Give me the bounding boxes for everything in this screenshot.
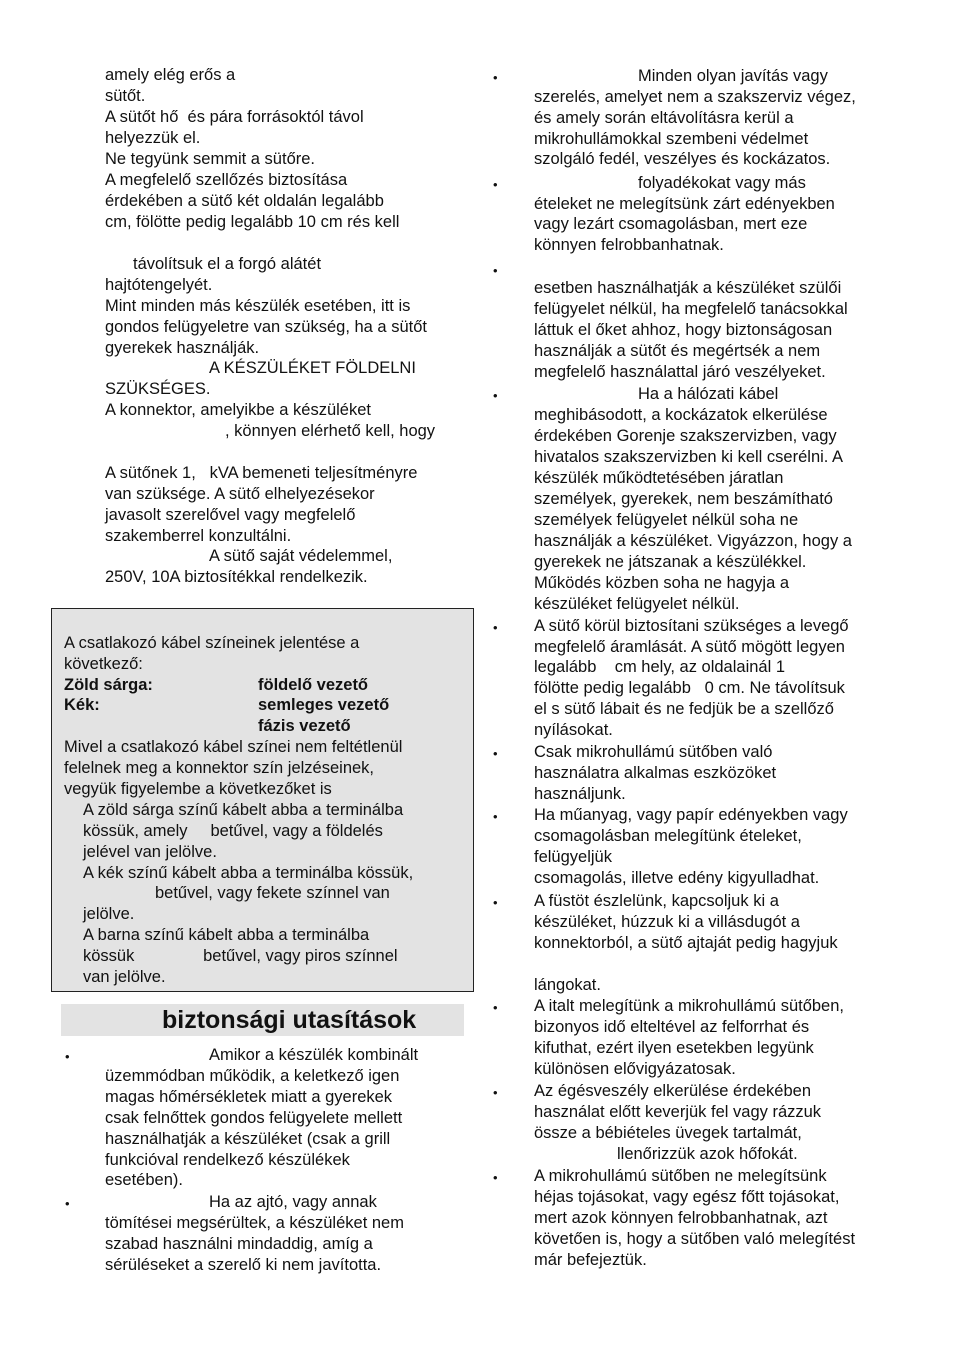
section-heading: biztonsági utasítások — [162, 1006, 417, 1034]
text-line: használják a készüléket. Vigyázzon, hogy a — [534, 532, 852, 550]
bullet-icon: • — [493, 263, 498, 278]
text-line: funkcióval rendelkező készülékek — [105, 1151, 350, 1169]
text-line: bizonyos idő elteltével az felforrhat és — [534, 1018, 810, 1036]
text-line: hajtótengelyét. — [105, 276, 213, 294]
text-line: különösen elővigyázatosak. — [534, 1060, 736, 1078]
text-line: készüléket, húzzuk ki a villásdugót a — [534, 913, 800, 931]
box-item-line: jelölve. — [83, 905, 135, 923]
bullet-icon: • — [493, 620, 498, 635]
bullet-icon: • — [493, 895, 498, 910]
wire-meaning-label: fázis vezető — [258, 717, 351, 735]
text-line: Csak mikrohullámú sütőben való — [534, 743, 773, 761]
text-line: megfelelő használattal járó veszélyeket. — [534, 363, 826, 381]
box-note-line: Mivel a csatlakozó kábel színei nem feltétlenül — [64, 738, 403, 756]
text-line: vagy lezárt csomagolásban, mert eze — [534, 215, 808, 233]
box-item-line: A kék színű kábelt abba a terminálba kössük, — [83, 864, 414, 882]
box-item-line: kössük, amely betűvel, vagy a földelés — [83, 822, 383, 840]
box-intro-line: A csatlakozó kábel színeinek jelentése a — [64, 634, 360, 652]
text-line: szabad használni mindaddig, amíg a — [105, 1235, 373, 1253]
text-line: érdekében Gorenje szakszervizben, vagy — [534, 427, 837, 445]
text-line: már befejeztük. — [534, 1251, 647, 1269]
text-line: mikrohullámokkal szembeni védelmet — [534, 130, 809, 148]
text-line: gyerekek használják. — [105, 339, 260, 357]
text-line: héjas tojásokat, vagy egész főtt tojásokat, — [534, 1188, 840, 1206]
box-item-line: A barna színű kábelt abba a terminálba — [83, 926, 370, 944]
box-note-line: vegyük figyelembe a következőket is — [64, 780, 332, 798]
text-line: Mint minden más készülék esetében, itt is — [105, 297, 411, 315]
box-note-line: felelnek meg a konnektor szín jelzéseinek, — [64, 759, 375, 777]
text-line: helyezzük el. — [105, 129, 201, 147]
text-line: mert azok könnyen felrobbanhatnak, azt — [534, 1209, 828, 1227]
text-line: A sütő saját védelemmel, — [209, 547, 393, 565]
text-line: van szüksége. A sütő elhelyezésekor — [105, 485, 375, 503]
text-line: használhatják a készüléket (csak a grill — [105, 1130, 391, 1148]
text-line: üzemmódban működik, a keletkező igen — [105, 1067, 400, 1085]
text-line: SZÜKSÉGES. — [105, 380, 211, 398]
text-line: meghibásodott, a kockázatok elkerülése — [534, 406, 828, 424]
text-line: A konnektor, amelyikbe a készüléket — [105, 401, 371, 419]
text-line: és amely során eltávolításra kerül a — [534, 109, 794, 127]
text-line: használják a sütőt és megértsék a nem — [534, 342, 821, 360]
bullet-icon: • — [493, 1085, 498, 1100]
text-line: Ha a hálózati kábel — [638, 385, 779, 403]
text-line: személyek felügyelet nélkül soha ne — [534, 511, 799, 529]
text-line: ételeket ne melegítsünk zárt edényekben — [534, 195, 835, 213]
wire-meaning-label: semleges vezető — [258, 696, 390, 714]
text-line: csak felnőttek gondos felügyelete mellett — [105, 1109, 403, 1127]
text-line: könnyen felrobbanhatnak. — [534, 236, 724, 254]
text-line: gyerekek ne játszanak a készülékkel. — [534, 553, 807, 571]
text-line: kifuthat, ezért ilyen esetekben legyünk — [534, 1039, 814, 1057]
text-line: követően is, hogy a sütőben való melegítést — [534, 1230, 856, 1248]
bullet-icon: • — [493, 70, 498, 85]
text-line: Ha az ajtó, vagy annak — [209, 1193, 377, 1211]
text-line: , könnyen elérhető kell, hogy — [225, 422, 436, 440]
box-item-line: kössük betűvel, vagy piros színnel — [83, 947, 398, 965]
bullet-icon: • — [493, 1170, 498, 1185]
text-line: használat előtt keverjük fel vagy rázzuk — [534, 1103, 822, 1121]
text-line: Ha műanyag, vagy papír edényekben vagy — [534, 806, 848, 824]
text-line: A KÉSZÜLÉKET FÖLDELNI — [209, 359, 416, 377]
bullet-icon: • — [493, 1000, 498, 1015]
box-item-line: jelével van jelölve. — [83, 843, 217, 861]
text-line: Működés közben soha ne hagyja a — [534, 574, 790, 592]
text-line: folyadékokat vagy más — [638, 174, 806, 192]
text-line: megfelelő áramlását. A sütő mögött legyen — [534, 638, 845, 656]
text-line: esetében). — [105, 1171, 183, 1189]
text-line: használatra alkalmas eszközöket — [534, 764, 777, 782]
box-item-line: betűvel, vagy fekete színnel van — [155, 884, 390, 902]
bullet-icon: • — [65, 1196, 70, 1211]
text-line: felügyeljük — [534, 848, 612, 866]
text-line: szerelés, amelyet nem a szakszerviz végez, — [534, 88, 856, 106]
text-line: hivatalos szakszervizben ki kell cserélni. A — [534, 448, 844, 466]
wire-meaning-label: földelő vezető — [258, 676, 369, 694]
text-line: össze a bébiételes üvegek tartalmát, — [534, 1124, 802, 1142]
text-line: A sütőt hő és pára forrásoktól távol — [105, 108, 364, 126]
text-line: sérüléseket a szerelő ki nem javította. — [105, 1256, 382, 1274]
box-item-line: A zöld sárga színű kábelt abba a terminálba — [83, 801, 404, 819]
text-line: láttuk el őket ahhoz, hogy biztonságosan — [534, 321, 833, 339]
text-line: szakemberrel konzultálni. — [105, 527, 292, 545]
box-item-line: van jelölve. — [83, 968, 166, 986]
text-line: tömítései megsérültek, a készüléket nem — [105, 1214, 404, 1232]
wire-color-label: Kék: — [64, 696, 100, 714]
text-line: A sütőnek 1, kVA bemeneti teljesítményre — [105, 464, 418, 482]
text-line: sütőt. — [105, 87, 146, 105]
text-line: szolgáló fedél, veszélyes és kockázatos. — [534, 150, 831, 168]
bullet-icon: • — [65, 1049, 70, 1064]
wire-color-label: Zöld sárga: — [64, 676, 153, 694]
text-line: javasolt szerelővel vagy megfelelő — [105, 506, 356, 524]
text-line: konnektorból, a sütő ajtaját pedig hagyjuk — [534, 934, 838, 952]
text-line: Minden olyan javítás vagy — [638, 67, 828, 85]
bullet-icon: • — [493, 746, 498, 761]
text-line: felügyelet nélkül, ha megfelelő tanácsokkal — [534, 300, 848, 318]
text-line: A megfelelő szellőzés biztosítása — [105, 171, 348, 189]
box-intro-line: következő: — [64, 655, 143, 673]
text-line: készülék működtetésében járatlan — [534, 469, 784, 487]
text-line: Amikor a készülék kombinált — [209, 1046, 419, 1064]
text-line: cm, fölötte pedig legalább 10 cm rés kell — [105, 213, 400, 231]
text-line: gondos felügyeletre van szükség, ha a sütőt — [105, 318, 427, 336]
text-line: A mikrohullámú sütőben ne melegítsünk — [534, 1167, 827, 1185]
text-line: A sütő körül biztosítani szükséges a levegő — [534, 617, 849, 635]
text-line: esetben használhatják a készüléket szülői — [534, 279, 842, 297]
text-line: személyek, gyerekek, nem beszámítható — [534, 490, 833, 508]
text-line: érdekében a sütő két oldalán legalább — [105, 192, 384, 210]
bullet-icon: • — [493, 809, 498, 824]
text-line: csomagolásban melegítünk ételeket, — [534, 827, 802, 845]
text-line: llenőrizzük azok hőfokát. — [617, 1145, 798, 1163]
text-line: Ne tegyünk semmit a sütőre. — [105, 150, 316, 168]
text-line: lángokat. — [534, 976, 601, 994]
text-line: Az égésveszély elkerülése érdekében — [534, 1082, 811, 1100]
text-line: legalább cm hely, az oldalainál 1 — [534, 658, 786, 676]
text-line: fölötte pedig legalább 0 cm. Ne távolítsuk — [534, 679, 845, 697]
bullet-icon: • — [493, 388, 498, 403]
text-line: készüléket felügyelet nélkül. — [534, 595, 740, 613]
text-line: magas hőmérsékletek miatt a gyerekek — [105, 1088, 393, 1106]
text-line: A füstöt észlelünk, kapcsoljuk ki a — [534, 892, 779, 910]
text-line: amely elég erős a — [105, 66, 236, 84]
text-line: nyílásokat. — [534, 721, 613, 739]
text-line: 250V, 10A biztosítékkal rendelkezik. — [105, 568, 368, 586]
text-line: távolítsuk el a forgó alátét — [133, 255, 322, 273]
bullet-icon: • — [493, 177, 498, 192]
text-line: használjunk. — [534, 785, 626, 803]
text-line: el s sütő lábait és ne fedjük be a szellőző — [534, 700, 834, 718]
text-line: csomagolás, illetve edény kigyulladhat. — [534, 869, 820, 887]
text-line: A italt melegítünk a mikrohullámú sütőben, — [534, 997, 844, 1015]
